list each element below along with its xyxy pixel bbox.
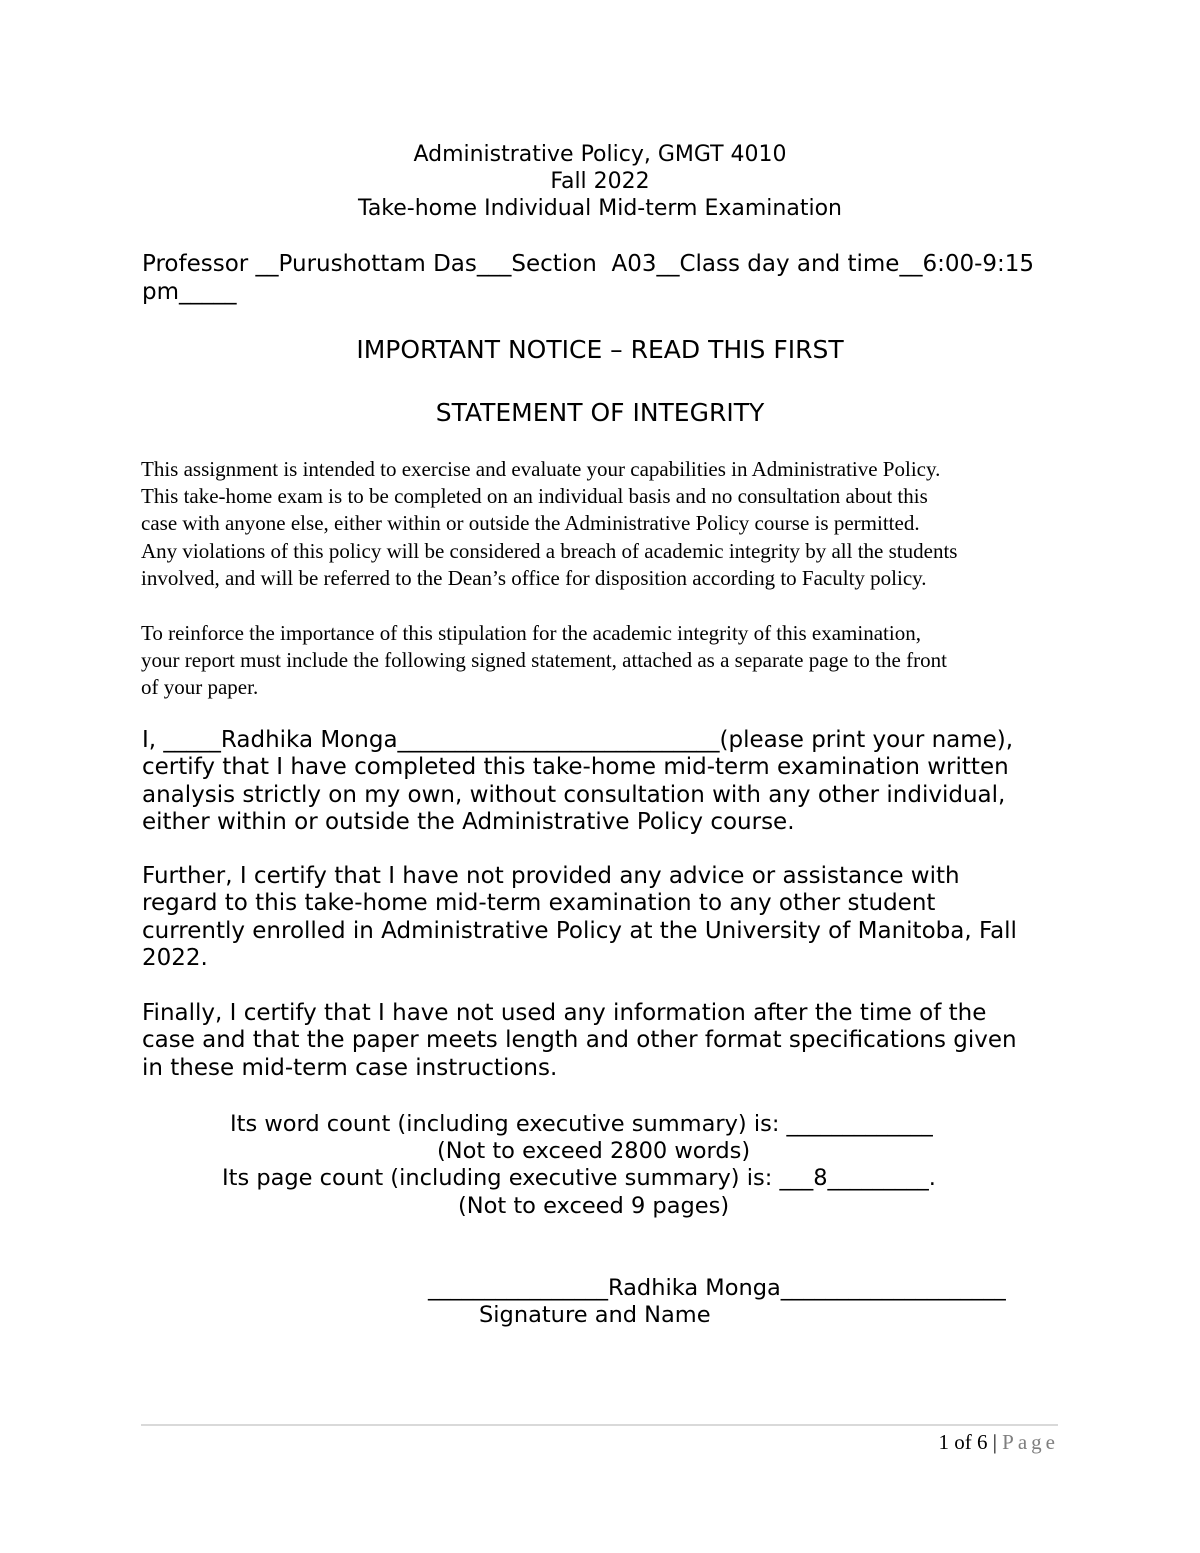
paragraph-line: involved, and will be referred to the Dean’s office for disposition according to Faculty policy. [141, 565, 927, 590]
policy-paragraph [141, 456, 1081, 592]
certification-line: regard to this take-home mid-term examination to any other student [142, 890, 936, 917]
certification-line: certify that I have completed this take-home mid-term examination written [142, 754, 1009, 781]
signature-line: ________________Radhika Monga____________________ [428, 1275, 1006, 1301]
course-title: Administrative Policy, GMGT 4010 [413, 142, 787, 167]
stipulation-paragraph [141, 620, 1081, 702]
professor-line-continued: pm_____ [142, 279, 237, 305]
footer-divider [141, 1424, 1058, 1426]
professor-line: Professor __Purushottam Das___Section A03__Class day and time__6:00-9:15 [142, 251, 1035, 277]
certification-line: I, _____Radhika Monga____________________________(please print your name), [142, 727, 1014, 753]
term: Fall 2022 [550, 169, 650, 194]
page-footer [938, 1430, 1059, 1455]
certification-paragraph-3 [142, 1000, 1082, 1082]
notice-heading: IMPORTANT NOTICE – READ THIS FIRST [356, 335, 844, 364]
word-limit-line: (Not to exceed 2800 words) [437, 1138, 751, 1164]
integrity-heading: STATEMENT OF INTEGRITY [435, 398, 765, 427]
page-number: 1 of 6 [938, 1430, 988, 1454]
footer-separator: | [987, 1430, 1003, 1454]
certification-line: currently enrolled in Administrative Policy at the University of Manitoba, Fall [142, 917, 1017, 944]
certification-line: either within or outside the Administrative Policy course. [142, 808, 795, 835]
certification-line: in these mid-term case instructions. [142, 1054, 558, 1081]
word-count-line: Its word count (including executive summary) is: _____________ [230, 1111, 933, 1137]
certification-paragraph-1 [142, 727, 1082, 836]
certification-line: 2022. [142, 944, 208, 971]
page-label: Page [1002, 1430, 1059, 1454]
signature-caption: Signature and Name [479, 1302, 711, 1328]
paragraph-line: To reinforce the importance of this stipulation for the academic integrity of this examination, [141, 621, 921, 645]
page-count-line: Its page count (including executive summary) is: ___8_________. [222, 1165, 936, 1191]
paragraph-line: case with anyone else, either within or outside the Administrative Policy course is permitted. [141, 511, 920, 536]
certification-line: case and that the paper meets length and other format specifications given [142, 1027, 1017, 1054]
page-limit-line: (Not to exceed 9 pages) [458, 1193, 730, 1219]
certification-line: Further, I certify that I have not provided any advice or assistance with [142, 863, 960, 889]
paragraph-line: This assignment is intended to exercise and evaluate your capabilities in Administrative Policy. [141, 457, 941, 481]
paragraph-line: Any violations of this policy will be considered a breach of academic integrity by all the students [141, 538, 958, 563]
exam-title: Take-home Individual Mid-term Examination [358, 196, 842, 221]
paragraph-line: your report must include the following signed statement, attached as a separate page to the front [141, 648, 947, 673]
certification-paragraph-2 [142, 863, 1082, 972]
paragraph-line: This take-home exam is to be completed on an individual basis and no consultation about this [141, 484, 928, 509]
paragraph-line: of your paper. [141, 675, 259, 700]
certification-line: analysis strictly on my own, without consultation with any other individual, [142, 781, 1006, 808]
certification-line: Finally, I certify that I have not used any information after the time of the [142, 1000, 987, 1026]
